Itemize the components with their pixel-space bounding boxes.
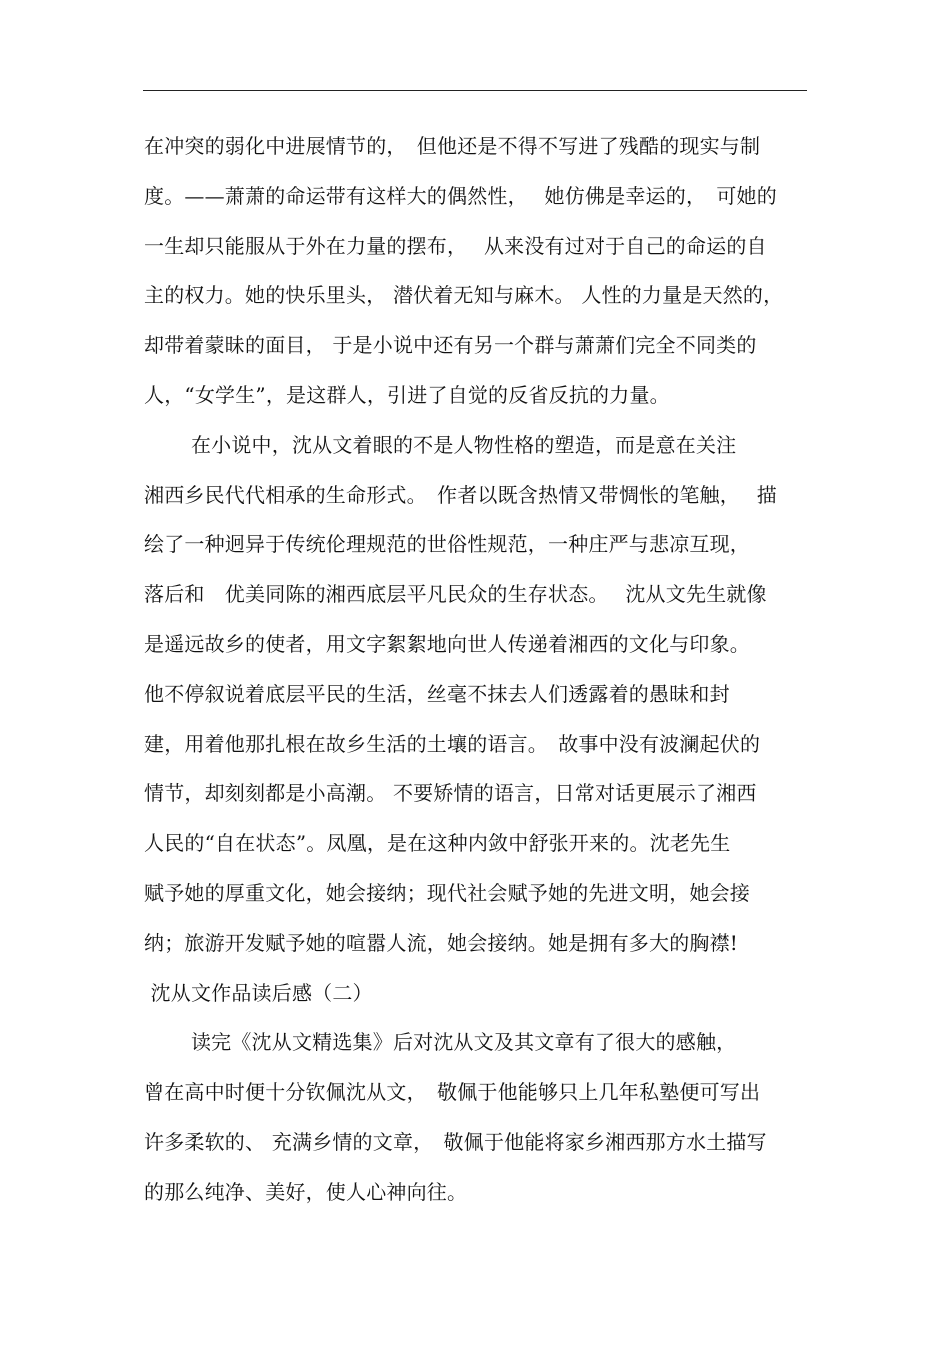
section-heading: 沈从文作品读后感（二）	[144, 980, 373, 1005]
text-line: 建，用着他那扎根在故乡生活的土壤的语言。 故事中没有波澜起伏的	[144, 731, 761, 756]
paragraph-start-line: 在小说中，沈从文着眼的不是人物性格的塑造，而是意在关注	[144, 432, 737, 457]
text-line: 绘了一种迥异于传统伦理规范的世俗性规范，一种庄严与悲凉互现，	[144, 532, 750, 557]
text-line: 情节，却刻刻都是小高潮。 不要矫情的语言，日常对话更展示了湘西	[144, 781, 757, 806]
text-line: 落后和 优美同陈的湘西底层平凡民众的生存状态。 沈从文先生就像	[144, 582, 767, 607]
text-line: 却带着蒙昧的面目， 于是小说中还有另一个群与萧萧们完全不同类的	[144, 333, 757, 358]
text-line: 湘西乡民代代相承的生命形式。 作者以既含热情又带惆怅的笔触， 描	[144, 482, 777, 507]
text-line: 人民的“自在状态”。凤凰，是在这种内敛中舒张开来的。沈老先生	[144, 831, 731, 856]
text-line: 人，“女学生”，是这群人，引进了自觉的反省反抗的力量。	[144, 382, 670, 407]
text-line: 赋予她的厚重文化，她会接纳；现代社会赋予她的先进文明，她会接	[144, 880, 750, 905]
text-line: 纳；旅游开发赋予她的喧嚣人流，她会接纳。她是拥有多大的胸襟!	[144, 930, 739, 955]
text-line: 在冲突的弱化中进展情节的， 但他还是不得不写进了残酷的现实与制	[144, 134, 761, 158]
text-line: 主的权力。她的快乐里头， 潜伏着无知与麻木。 人性的力量是天然的，	[144, 283, 784, 308]
text-line: 的那么纯净、美好，使人心神向往。	[144, 1179, 468, 1204]
text-line: 一生却只能服从于外在力量的摆布， 从来没有过对于自己的命运的自	[144, 233, 767, 258]
text-line: 他不停叙说着底层平民的生活，丝毫不抹去人们透露着的愚昧和封	[144, 681, 730, 706]
text-line: 许多柔软的、 充满乡情的文章， 敬佩于他能将家乡湘西那方水土描写	[144, 1129, 767, 1154]
header-rule	[143, 90, 807, 91]
text-line: 度。——萧萧的命运带有这样大的偶然性， 她仿佛是幸运的， 可她的	[144, 183, 777, 208]
text-line: 曾在高中时便十分钦佩沈从文， 敬佩于他能够只上几年私塾便可写出	[144, 1080, 761, 1105]
paragraph-start-line: 读完《沈从文精选集》后对沈从文及其文章有了很大的感触，	[144, 1030, 737, 1055]
text-line: 是遥远故乡的使者，用文字絮絮地向世人传递着湘西的文化与印象。	[144, 631, 750, 656]
document-body	[144, 122, 809, 1218]
